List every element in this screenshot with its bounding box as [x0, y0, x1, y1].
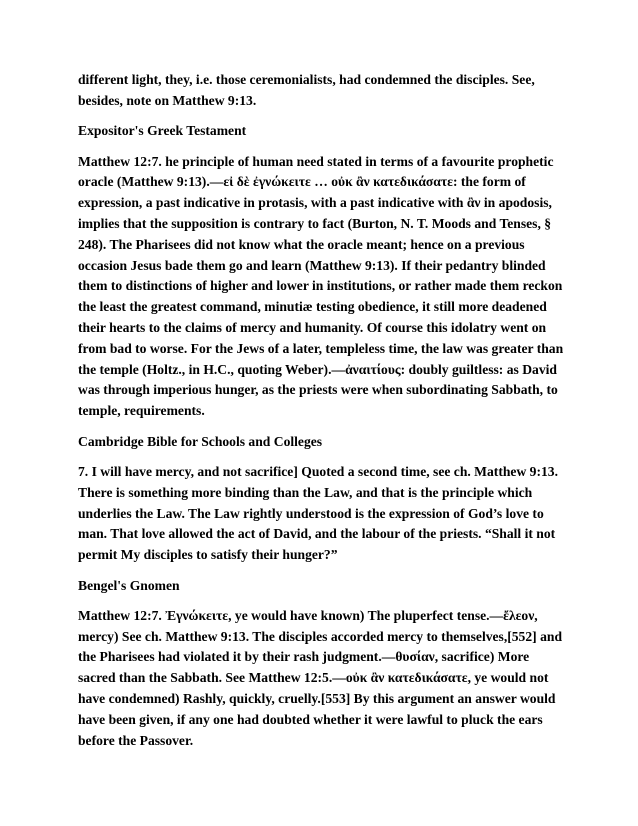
heading-bengels-gnomen: Bengel's Gnomen [78, 577, 180, 593]
paragraph-bengel-commentary: Matthew 12:7. Ἐγνώκειτε, ye would have known) The pluperfect tense.—ἔλεον, mercy) See ch. Matthew 9:13. The disciples accorded mercy to themselves,[552] and the Pharisees had violated it by their rash judgment.—θυσίαν, sacrifice) More sacred than the Sabbath. See Matthew 12:5.—οὐκ ἂν κατεδικάσατε, ye would not have condemned) Rashly, quickly, cruelly.[553] By this argument an answer would have been given, if any one had doubted whether it were lawful to pluck the ears before the Passover. [78, 607, 562, 748]
paragraph-cambridge-commentary: 7. I will have mercy, and not sacrifice] Quoted a second time, see ch. Matthew 9:13. There is something more binding than the Law, and that is the principle which underlies the Law. The Law rightly understood is the expression of God’s love to man. That love allowed the act of David, and the labour of the priests. “Shall it not permit My disciples to satisfy their hunger?” [78, 463, 558, 563]
paragraph-continuation: different light, they, i.e. those ceremonialists, had condemned the disciples. See, besides, note on Matthew 9:13. [78, 72, 535, 108]
heading-cambridge-bible: Cambridge Bible for Schools and Colleges [78, 433, 323, 449]
paragraph-expositors-commentary: Matthew 12:7. he principle of human need stated in terms of a favourite prophetic oracle (Matthew 9:13).—εἰ δὲ ἐγνώκειτε … οὐκ ἂν κατεδικάσατε: the form of expression, a past indicative in protasis, with a past indicative with ἂν in apodosis, implies that the supposition is contrary to fact (Burton, N. T. Moods and Tenses, § 248). The Pharisees did not know what the oracle meant; hence on a previous occasion Jesus bade them go and learn (Matthew 9:13). If their pedantry blinded them to distinctions of higher and lower in institutions, or rather made them reckon the least the greatest command, minutiæ testing obedience, it still more deadened their hearts to the claims of mercy and humanity. Of course this idolatry went on from bad to worse. For the Jews of a later, templeless time, the law was greater than the temple (Holtz., in H.C., quoting Weber).—ἀναιτίους: doubly guiltless: as David was through imperious hunger, as the priests were when subordinating Sabbath, to temple, requirements. [78, 153, 564, 419]
document-page [78, 70, 564, 761]
heading-expositors-greek-testament: Expositor's Greek Testament [78, 123, 247, 139]
